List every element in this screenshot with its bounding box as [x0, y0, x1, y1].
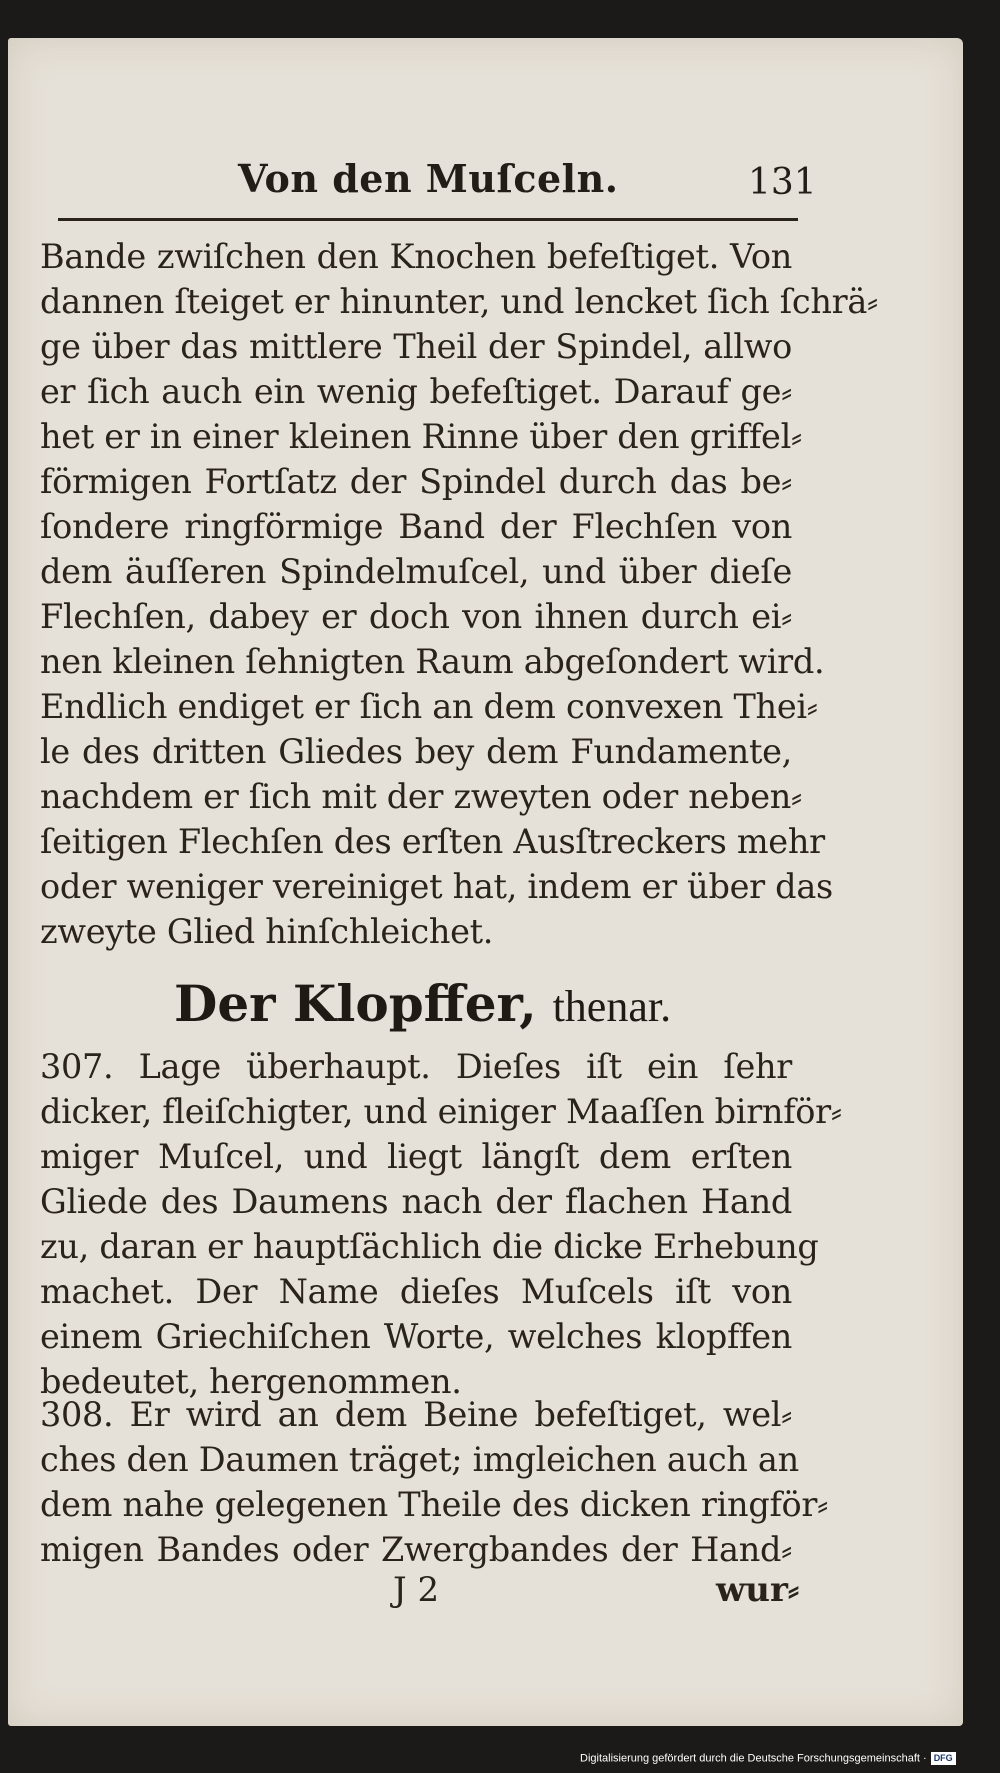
text-line: förmigen Fortſatz der Spindel durch das be⸗: [40, 462, 792, 501]
text-line: Flechſen, dabey er doch von ihnen durch ei⸗: [40, 597, 792, 636]
text-line: ge über das mittlere Theil der Spindel, allwo: [40, 327, 792, 366]
dfg-logo-icon: DFG: [931, 1752, 956, 1765]
page-number: 131: [748, 162, 817, 203]
book-page: [8, 38, 963, 1726]
paragraph-307: [40, 1044, 842, 1404]
text-line: dem nahe gelegenen Theile des dicken ringför⸗: [40, 1485, 828, 1524]
paragraph-308: [40, 1392, 828, 1572]
text-line: 308. Er wird an dem Beine befeſtiget, wel⸗: [40, 1395, 792, 1434]
text-line: Endlich endiget er ſich an dem convexen Thei⸗: [40, 687, 818, 726]
text-line: nachdem er ſich mit der zweyten oder neben⸗: [40, 777, 802, 816]
running-head: Von den Muſceln.: [238, 156, 619, 201]
section-heading: [174, 974, 671, 1033]
text-line: einem Griechiſchen Worte, welches klopffen: [40, 1317, 792, 1356]
text-line: ſondere ringförmige Band der Flechſen von: [40, 507, 792, 546]
catchword: wur⸗: [716, 1570, 800, 1610]
text-line: migen Bandes oder Zwergbandes der Hand⸗: [40, 1530, 792, 1569]
text-line: ches den Daumen träget; imgleichen auch an: [40, 1440, 799, 1479]
text-line: dicker, fleiſchigter, und einiger Maaſſen birnför⸗: [40, 1092, 842, 1131]
text-line: het er in einer kleinen Rinne über den griffel⸗: [40, 417, 802, 456]
signature-mark: J 2: [393, 1570, 440, 1610]
text-line: bedeutet, hergenommen.: [40, 1362, 462, 1401]
text-line: dem äuſſeren Spindelmuſcel, und über dieſe: [40, 552, 792, 591]
page-header: [8, 156, 963, 206]
section-heading-german: Der Klopffer,: [174, 974, 537, 1033]
text-line: Gliede des Daumens nach der flachen Hand: [40, 1182, 792, 1221]
text-line: 307. Lage überhaupt. Dieſes iſt ein ſehr: [40, 1047, 792, 1086]
digitization-credit: [580, 1752, 998, 1770]
text-line: Bande zwiſchen den Knochen befeſtiget. Von: [40, 237, 792, 276]
header-rule: [58, 218, 798, 221]
text-line: zweyte Glied hinſchleichet.: [40, 912, 494, 951]
text-line: nen kleinen ſehnigten Raum abgeſondert wird.: [40, 642, 825, 681]
text-line: oder weniger vereiniget hat, indem er über das: [40, 867, 833, 906]
text-line: zu, daran er hauptſächlich die dicke Erhebung: [40, 1227, 819, 1266]
text-line: le des dritten Gliedes bey dem Fundamente,: [40, 732, 792, 771]
credit-text: Digitalisierung gefördert durch die Deutsche Forschungsgemeinschaft ·: [580, 1752, 927, 1765]
text-line: ſeitigen Flechſen des erſten Ausſtreckers mehr: [40, 822, 825, 861]
section-heading-latin: thenar.: [552, 982, 672, 1031]
text-line: miger Muſcel, und liegt längſt dem erſten: [40, 1137, 792, 1176]
paragraph-continued: [40, 234, 878, 954]
text-line: machet. Der Name dieſes Muſcels iſt von: [40, 1272, 792, 1311]
page-footer: [8, 1570, 963, 1615]
text-line: dannen ſteiget er hinunter, und lencket ſich ſchrä⸗: [40, 282, 878, 321]
text-line: er ſich auch ein wenig befeſtiget. Darauf ge⸗: [40, 372, 792, 411]
